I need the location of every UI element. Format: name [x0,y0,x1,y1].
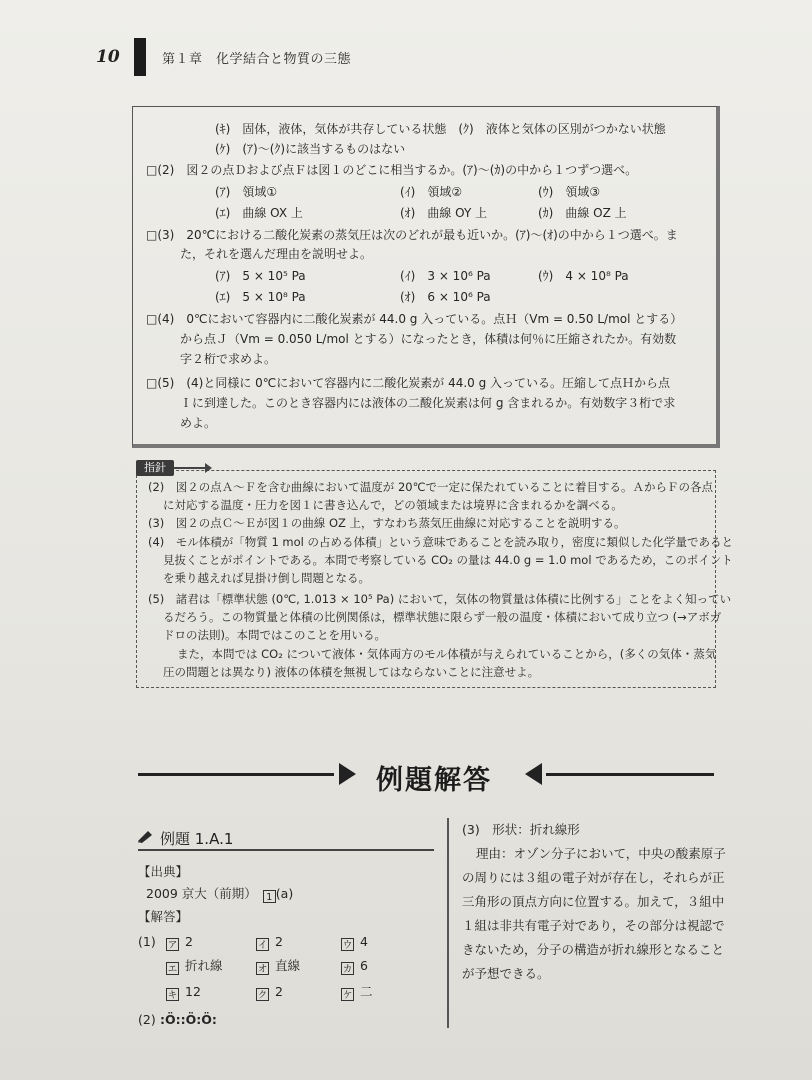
hint-arrow-icon [174,467,210,469]
page-marker-bar [134,38,146,76]
hint-line: (5) 諸君は「標準状態 (0℃, 1.013 × 10⁵ Pa) において，気体の物質量は体積に比例する」ことをよく知ってい [148,592,732,606]
q2-option: (ｵ) 曲線 OY 上 [400,206,488,220]
hint-line: 圧の問題とは異なり) 液体の体積を無視してはならないことに注意せよ。 [163,665,540,679]
answer-value: 折れ線 [185,958,223,973]
answer-item [341,984,373,1001]
answer-value: 2 [275,984,283,999]
source-suffix: (a) [275,886,294,901]
answer-item [256,934,283,951]
banner-rule-right [546,773,714,776]
answer-key-box: ウ [342,940,353,951]
section-title: 例題解答 [376,765,492,796]
arrow-left-icon [525,763,542,785]
answer-3-line: 理由：オゾン分子において，中央の酸素原子 [476,846,726,861]
q3-option: (ｳ) 4 × 10⁸ Pa [538,269,629,283]
answer-item [341,934,368,951]
answer-key-box: イ [257,940,268,951]
answer-3-line: 三角形の頂点方向に位置する。加えて，３組中 [462,894,725,909]
question-line: から点Ｊ（Vm = 0.050 L/mol とする）になったとき，体積は何％に圧縮されたか。有効数 [180,332,677,346]
q3-option: (ｵ) 6 × 10⁶ Pa [400,290,491,304]
q1-label: (1) [138,934,156,949]
example-rule [138,849,434,851]
answer-key-box: エ [167,964,178,975]
answer-key-box: ク [257,990,268,1001]
question-2: □(2) 図２の点Ｄおよび点Ｆは図１のどこに相当するか。(ｱ)〜(ｶ)の中から１つずつ選べ。 [146,163,638,177]
q2-label: (2) [138,1012,156,1027]
banner-rule-left [138,773,334,776]
q3-option: (ｴ) 5 × 10⁸ Pa [215,290,306,304]
q3-option: (ｱ) 5 × 10⁵ Pa [215,269,306,283]
answer-label: 【解答】 [138,909,189,924]
answer-value: 2 [275,934,283,949]
hint-line: (4) モル体積が「物質 1 mol の占める体積」という意味であることを読み取り，密度に類似した化学量であると [148,535,734,549]
answer-3-shape: (3) 形状：折れ線形 [462,822,580,837]
hint-line: るだろう。この物質量と体積の比例関係は，標準状態に限らず一般の温度・体積において成り立つ (→アボガ [163,610,722,624]
question-5: □(5) (4)と同様に 0℃において容器内に二酸化炭素が 44.0 g 入っている。圧縮して点Ｈから点 [146,376,671,390]
answer-key-box: キ [167,990,178,1001]
answer-item [256,958,300,975]
answer-item [166,984,201,1001]
q2-option: (ｱ) 領域① [215,185,278,199]
source-name: 2009 京大（前期） [146,886,257,901]
answer-key-box: カ [342,964,353,975]
answer-item [166,958,223,975]
hint-line: に対応する温度・圧力を図１に書き込んで，どの領域または境界に含まれるかを調べる。 [163,498,623,512]
answer-item [256,984,283,1001]
chapter-header: 第１章 化学結合と物質の三態 [162,52,352,67]
q3-option: (ｲ) 3 × 10⁶ Pa [400,269,491,283]
example-title: 例題 1.A.1 [160,830,234,848]
answer-key-box: オ [257,964,268,975]
hint-line: (2) 図２の点Ａ〜Ｆを含む曲線において温度が 20℃で一定に保たれていることに着目する。ＡからＦの各点 [148,480,713,494]
answer-value: 直線 [275,958,301,973]
answer-3-line: の周りには３組の電子対が存在し，それらが正 [462,870,725,885]
hint-line: を乗り越えれば見掛け倒し問題となる。 [163,571,370,585]
answer-3-line: １組は非共有電子対であり，その部分は視認で [462,918,725,933]
answer-key-box: ア [167,940,178,951]
answer-value: 2 [185,934,193,949]
hint-line: (3) 図２の点Ｃ〜Ｅが図１の曲線 OZ 上，すなわち蒸気圧曲線に対応することを説明する。 [148,516,626,530]
answer-3-line: きないため，分子の構造が折れ線形となること [462,942,725,957]
answer-item [166,934,193,951]
answer-value: 12 [185,984,201,999]
answer-key-box: ケ [342,990,353,1001]
hint-line: ドロの法則)。本問ではこのことを用いる。 [163,628,386,642]
q2-option: (ｴ) 曲線 OX 上 [215,206,303,220]
answer-value: 二 [360,984,373,999]
q2-option: (ｲ) 領域② [400,185,463,199]
source-label: 【出典】 [138,864,189,879]
question-4: □(4) 0℃において容器内に二酸化炭素が 44.0 g 入っている。点Ｈ（Vm = 0.50 L/mol とする） [146,312,683,326]
answer-3-line: が予想できる。 [462,966,550,981]
question-line: (ｷ) 固体，液体，気体が共存している状態 (ｸ) 液体と気体の区別がつかない状態 [215,122,666,136]
answer-value: 4 [360,934,368,949]
q2-option: (ｳ) 領域③ [538,185,601,199]
source-number-box: 1 [263,890,276,903]
hint-tag: 指針 [136,460,174,476]
answer-value: 6 [360,958,368,973]
lewis-structure: :Ö::Ö:Ö: [160,1012,217,1027]
question-line: 字２桁で求めよ。 [180,352,277,366]
answer-item [341,958,368,975]
arrow-right-icon [339,763,356,785]
question-line: Ｉに到達した。このとき容器内には液体の二酸化炭素は何 g 含まれるか。有効数字３桁で求 [180,396,676,410]
pencil-icon [136,828,154,844]
page-number: 10 [96,47,120,67]
question-line: た，それを選んだ理由を説明せよ。 [180,247,373,261]
column-divider [447,818,449,1028]
hint-line: 見抜くことがポイントである。本問で考察している CO₂ の量は 44.0 g = 1.0 mol であるため，このポイント [163,553,733,567]
source-text [146,886,293,903]
q2-option: (ｶ) 曲線 OZ 上 [538,206,627,220]
hint-line: また，本問では CO₂ について液体・気体両方のモル体積が与えられていることから，(多くの気体・蒸気 [177,647,717,661]
question-line: めよ。 [180,416,217,430]
question-3: □(3) 20℃における二酸化炭素の蒸気圧は次のどれが最も近いか。(ｱ)〜(ｵ)の中から１つ選べ。ま [146,228,678,242]
question-line: (ｹ) (ｱ)〜(ｸ)に該当するものはない [215,142,406,156]
